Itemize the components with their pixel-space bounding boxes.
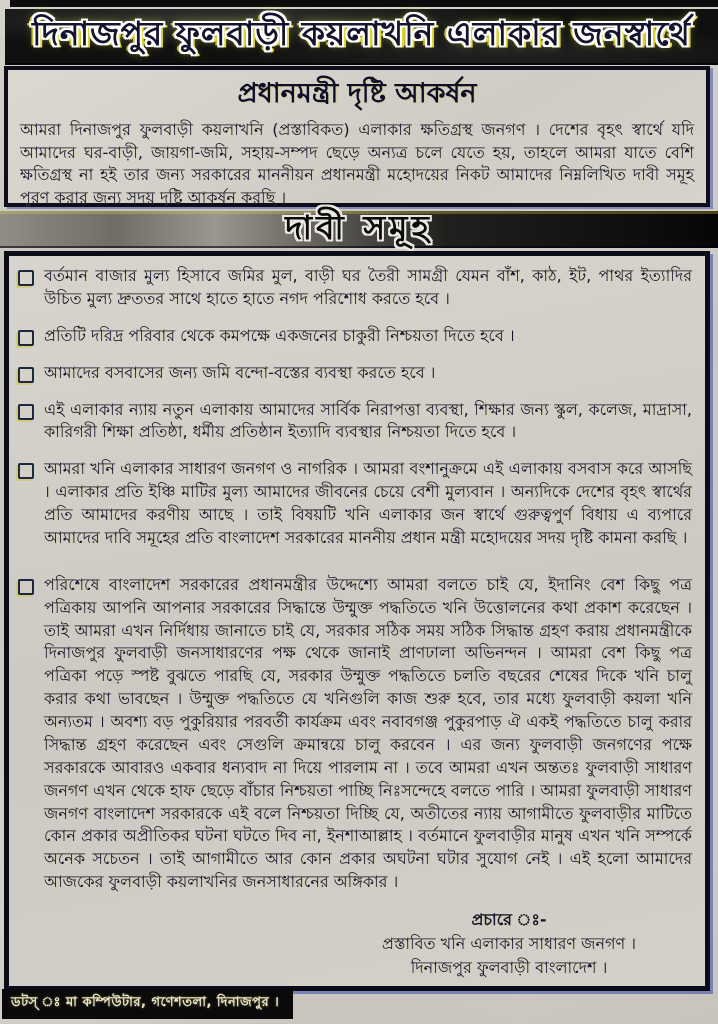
checkbox-bullet-icon [18,463,34,479]
checkbox-bullet-icon [18,330,34,346]
demand-list [9,256,705,894]
demand-item [18,458,692,550]
publisher-block [339,908,679,980]
intro-paragraph: আমরা দিনাজপুর ফুলবাড়ী কয়লাখনি (প্রস্তাবিকত) এলাকার ক্ষতিগ্রস্থ জনগণ । দেশের বৃহৎ স্বার্থে যদি আমাদের ঘর-বাড়ী, জায়গা-জমি, সহায়-সম্পদ ছেড়ে অন্যত্র চলে যেতে হয়, তাহলে আমরা যাতে বেশি ক্ষতিগ্রস্থ না হই তার জন্য সরকারের মাননীয়ন প্রধানমন্ত্রী মহোদয়ের নিকট আমাদের নিম্নলিখিত দাবী সমূহ পুরণ করার জন্য সদয় দৃষ্টি আকর্ষন করছি । [20,120,694,208]
checkbox-bullet-icon [18,270,34,286]
title-banner [5,9,718,65]
publisher-label: প্রচারে ঃ- [471,910,547,929]
demand-text: বর্তমান বাজার মুল্য হিসাবে জমির মুল, বাড়ী ঘর তৈরী সামগ্রী যেমন বাঁশ, কাঠ, ইট, পাথর ইত্যাদির উচিত মুল্য দ্রুততর সাথে হাতে হাতে নগদ পরিশোধ করতে হবে । [44,266,692,308]
demand-text: আমরা খনি এলাকার সাধারণ জনগণ ও নাগরিক । আমরা বংশানুক্রমে এই এলাকায় বসবাস করে আসছি । এলাকার প্রতি ইঞ্চি মাটির মুল্য আমাদের জীবনের চেয়ে বেশী মুল্যবান । অন্যদিকে দেশের বৃহৎ স্বার্থের প্রতি আমাদের করণীয় আছে । তাই বিষয়টি খনি এলাকার জন স্বার্থে গুরুত্বপুর্ণ বিধায় এ ব্যপারে আমাদের দাবি সমূহের প্রতি বাংলাদেশ সরকারের মাননীয় প্রধান মন্ত্রী মহোদয়ের সদয় দৃষ্টি কামনা করছি । [44,459,692,547]
credit-text: ডটস্ ঃ মা কম্পিউটার, গণেশতলা, দিনাজপুর । [11,995,280,1010]
demand-text: এই এলাকার ন্যায় নতুন এলাকায় আমাদের সার্বিক নিরাপত্তা ব্যবস্থা, শিক্ষার জন্য স্কুল, কলেজ, মাদ্রাসা, কারিগরী শিক্ষা প্রতিষ্ঠা, ধর্মীয় প্রতিষ্ঠান ইত্যাদি ব্যবস্থার নিশ্চয়তা দিতে হবে । [44,399,692,442]
publisher-line1: প্রস্তাবিত খনি এলাকার সাধারণ জনগণ । [381,934,637,953]
leaflet-title: দিনাজপুর ফুলবাড়ী কয়লাখনি এলাকার জনস্বার্থে [32,14,691,53]
publisher-line2: দিনাজপুর ফুলবাড়ী বাংলাদেশ । [410,958,608,977]
demand-text: প্রতিটি দরিদ্র পরিবার থেকে কমপক্ষে একজনের চাকুরী নিশ্চয়তা দিতে হবে । [44,325,515,345]
demands-heading: দাবী সমূহ [285,207,433,247]
demand-text: পরিশেষে বাংলাদেশ সরকারের প্রধানমন্ত্রীর উদ্দেশ্যে আমরা বলতে চাই যে, ইদানিং বেশ কিছু পত্র পত্রিকায় আপনি আপনার সরকারের সিদ্ধান্তে উম্মুক্ত পদ্ধতিতে খনি উত্তোলনের কথা প্রকাশ করেছেন । তাই আমরা এখন নির্দিধায় জানাতে চাই যে, সরকার সঠিক সময় সঠিক সিদ্ধান্ত গ্রহণ করায় প্রধানমন্ত্রীকে দিনাজপুর ফুলবাড়ী জনসাধারণের পক্ষ থেকে জানাই প্রাণঢালা অভিনন্দন । আমরা বেশ কিছু পত্র পত্রিকা পড়ে স্পষ্ট বুঝতে পারছি যে, সরকার উম্মুক্ত পদ্ধতিতে চলতি বছরের শেষের দিকে খনি চালু করার কথা ভাবছেন । উম্মুক্ত পদ্ধতিতে যে খনিগুলি কাজ শুরু হবে, তার মধ্যে ফুলবাড়ী কয়লা খনি অন্যতম । অবশ্য বড় পুকুরিয়ার পরবর্তী কার্যক্রম এবং নবাবগঞ্জ পুকুরপাড় ঐ একই পদ্ধতিতে চালু করার সিদ্ধান্ত গ্রহণ করেছেন এবং সেগুলি ক্রমান্বয়ে চালু করবেন । এর জন্য ফুলবাড়ী জনগণের পক্ষে সরকারকে আবারও একবার ধন্যবাদ না দিয়ে পারলাম না । তবে আমরা এখন অন্ততঃ ফুলবাড়ী সাধারণ জনগণ এখন থেকে হাফ ছেড়ে বাঁচার নিশ্চয়তা পাচ্ছি নিঃসন্দেহে বলতে পারি । আমরা ফুলবাড়ী সাধারণ জনগণ বাংলাদেশ সরকারকে এই বলে নিশ্চয়তা দিচ্ছি যে, অতীতের ন্যায় আগামীতে ফুলবাড়ীর মাটিতে কোন প্রকার অপ্রীতিকর ঘটনা ঘটতে দিব না, ইনশাআল্লাহ । বর্তমানে ফুলবাড়ীর মানুষ এখন খনি সম্পর্কে অনেক সচেতন । তাই আগামীতে আর কোন প্রকার অঘটনা ঘটার সুযোগ নেই । এই হলো আমাদের আজকের ফুলবাড়ী কয়লাখনির জনসাধারনের অঙ্গিকার । [44,574,692,892]
demand-item [18,362,692,385]
demands-banner [0,207,718,248]
demand-item [18,574,692,894]
demand-item [18,265,692,311]
demand-text: আমাদের বসবাসের জন্য জমি বন্দো-বস্তের ব্যবস্থা করতে হবে । [44,362,436,382]
intro-heading: প্রধানমন্ত্রী দৃষ্টি আকর্ষন [237,78,477,109]
checkbox-bullet-icon [18,404,34,420]
credit-strip [2,989,293,1019]
checkbox-bullet-icon [18,579,34,595]
checkbox-bullet-icon [18,367,34,383]
intro-box [4,66,710,207]
demand-item [18,399,692,445]
demand-item [18,325,692,348]
top-ink-bar [10,0,718,7]
demands-box [4,251,710,991]
